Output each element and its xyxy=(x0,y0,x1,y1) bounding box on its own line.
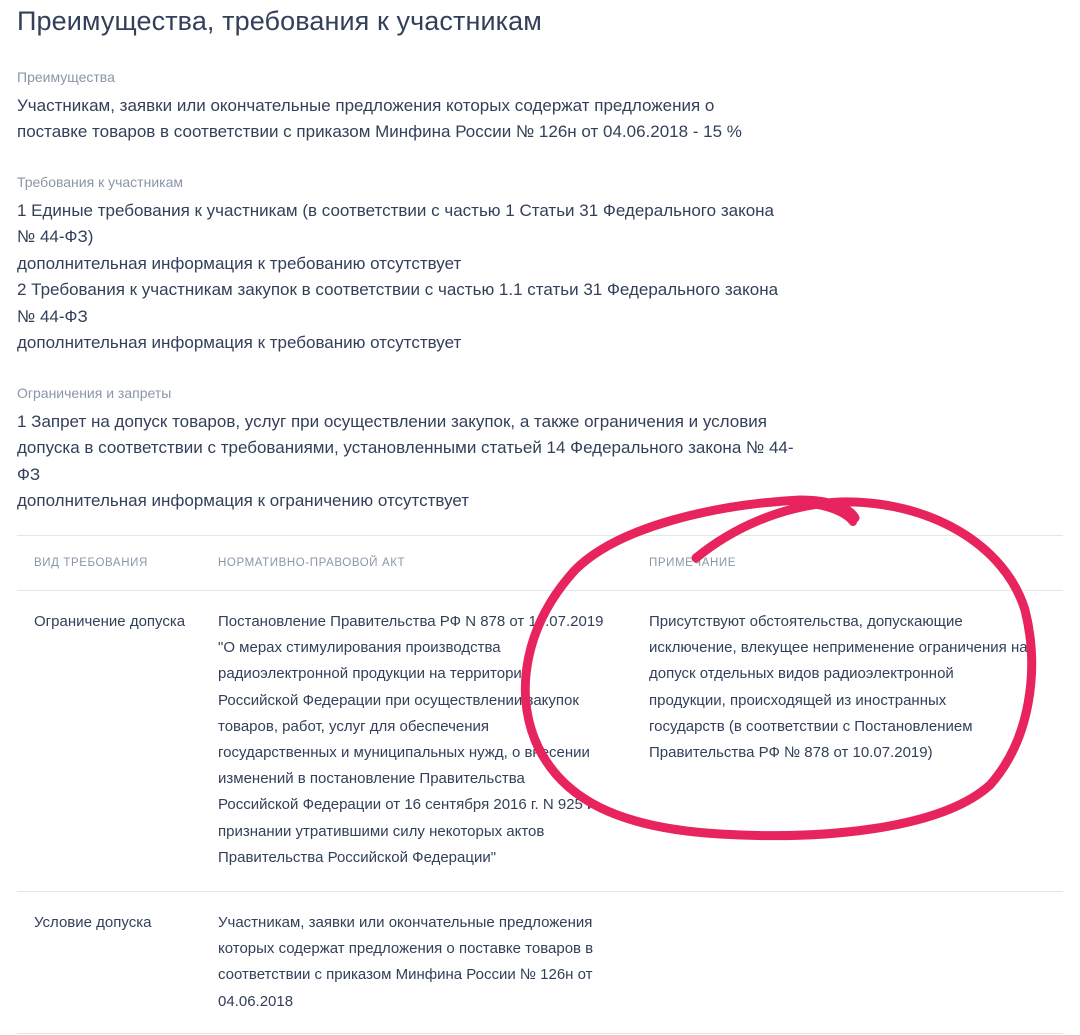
table-header xyxy=(17,536,1063,591)
legal-act-line: Постановление Правительства РФ N 878 от 10.07.2019 xyxy=(218,613,604,630)
page-title: Преимущества, требования к участникам xyxy=(17,6,542,36)
legal-act-cell xyxy=(218,910,623,1015)
requirements-label: Требования к участникам xyxy=(17,174,183,190)
legal-act-line: государственных и муниципальных нужд, о внесении xyxy=(218,744,590,762)
note-line: государств (в соответствии с Постановлением xyxy=(649,717,973,735)
legal-act-cell xyxy=(218,609,623,871)
restrictions-label: Ограничения и запреты xyxy=(17,385,172,401)
note-line: Присутствуют обстоятельства, допускающие xyxy=(649,613,963,630)
legal-act-line: радиоэлектронной продукции на территории xyxy=(218,665,531,683)
requirement-type-cell: Ограничение допуска xyxy=(34,613,186,630)
requirements-line: дополнительная информация к требованию отсутствует xyxy=(17,253,462,273)
restrictions-line: ФЗ xyxy=(17,464,41,484)
legal-act-line: Правительства Российской Федерации" xyxy=(218,848,497,866)
requirements-table xyxy=(17,535,1063,1034)
advantages-section xyxy=(17,67,847,146)
note-cell xyxy=(649,609,1049,766)
legal-act-line: которых содержат предложения о поставке товаров в xyxy=(218,940,594,958)
restrictions-line: дополнительная информация к ограничению отсутствует xyxy=(17,491,470,511)
legal-act-line: Российской Федерации при осуществлении закупок xyxy=(218,691,579,709)
requirements-line: 2 Требования к участникам закупок в соответствии с частью 1.1 статьи 31 Федерального закона xyxy=(17,280,779,300)
requirements-section xyxy=(17,172,847,356)
legal-act-line: соответствии с приказом Минфина России № 126н от xyxy=(218,966,593,984)
header-note: ПРИМЕЧАНИЕ xyxy=(649,557,737,569)
legal-act-line: признании утратившими силу некоторых актов xyxy=(218,822,545,840)
note-line: Правительства РФ № 878 от 10.07.2019) xyxy=(649,744,933,762)
legal-act-line: изменений в постановление Правительства xyxy=(218,770,525,788)
requirements-line: 1 Единые требования к участникам (в соответствии с частью 1 Статьи 31 Федерального закона xyxy=(17,201,774,220)
header-legal-act: НОРМАТИВНО-ПРАВОВОЙ АКТ xyxy=(218,557,406,569)
table-row xyxy=(17,892,1063,1034)
requirements-line: дополнительная информация к требованию отсутствует xyxy=(17,333,462,353)
advantages-line: поставке товаров в соответствии с приказом Минфина России № 126н от 04.06.2018 - 15 % xyxy=(17,122,742,142)
legal-act-line: 04.06.2018 xyxy=(218,992,294,1010)
note-line: допуск отдельных видов радиоэлектронной xyxy=(649,665,954,683)
advantages-line: Участникам, заявки или окончательные предложения которых содержат предложения о xyxy=(17,96,715,115)
note-line: продукции, происходящей из иностранных xyxy=(649,691,947,709)
table-row xyxy=(17,591,1063,892)
note-line: исключение, влекущее неприменение ограничения на xyxy=(649,639,1028,657)
legal-act-line: Участникам, заявки или окончательные предложения xyxy=(218,914,593,931)
restrictions-section xyxy=(17,383,847,515)
legal-act-line: Российской Федерации от 16 сентября 2016 г. N 925 и xyxy=(218,796,596,814)
requirements-line: № 44-ФЗ xyxy=(17,306,88,326)
restrictions-line: 1 Запрет на допуск товаров, услуг при осуществлении закупок, а также ограничения и условия xyxy=(17,412,767,431)
restrictions-text xyxy=(17,409,847,515)
legal-act-line: товаров, работ, услуг для обеспечения xyxy=(218,717,490,735)
requirement-type-cell: Условие допуска xyxy=(34,914,152,931)
requirements-text xyxy=(17,198,847,356)
restrictions-line: допуска в соответствии с требованиями, установленными статьей 14 Федерального закона № 44- xyxy=(17,438,794,458)
requirements-line: № 44-ФЗ) xyxy=(17,227,94,247)
legal-act-line: "О мерах стимулирования производства xyxy=(218,639,501,657)
header-requirement-type: ВИД ТРЕБОВАНИЯ xyxy=(34,557,148,569)
advantages-label: Преимущества xyxy=(17,69,115,85)
advantages-text xyxy=(17,93,847,146)
